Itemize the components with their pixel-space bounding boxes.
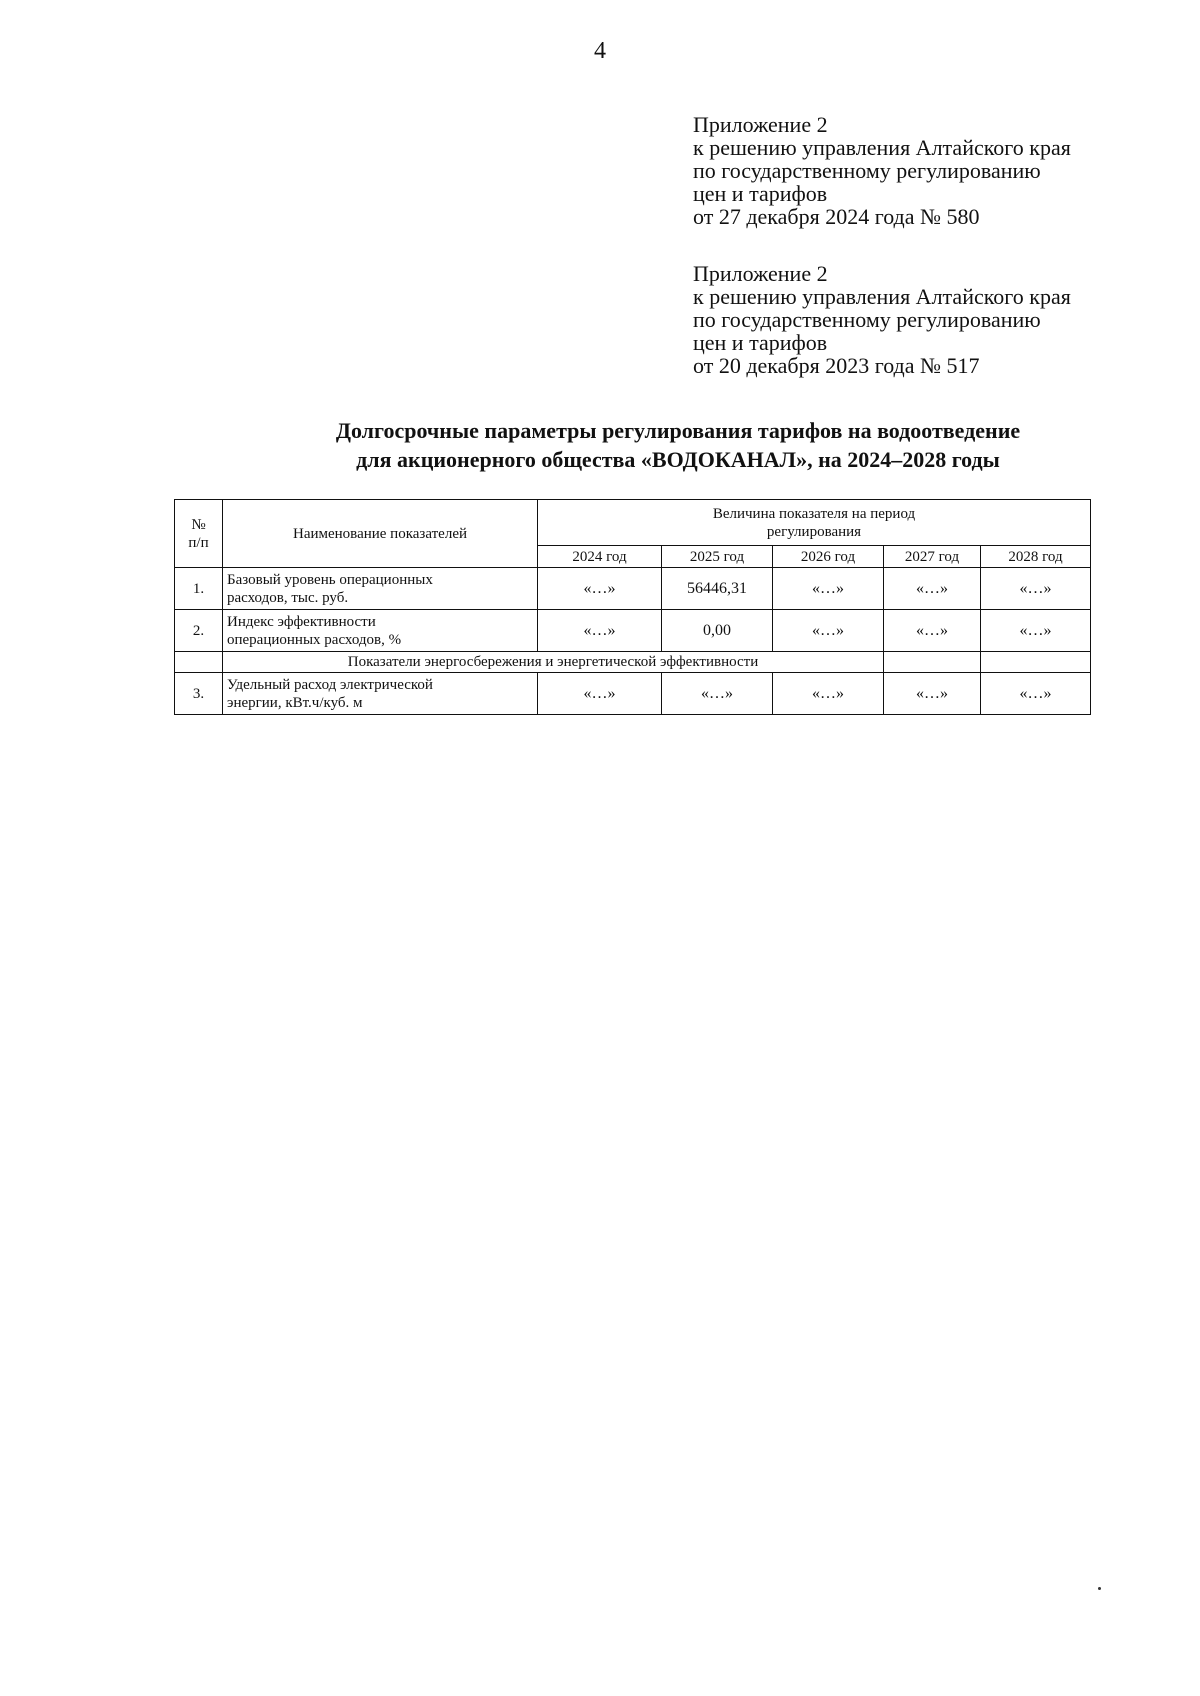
table-row — [175, 673, 1091, 715]
header-line: регулирования — [766, 523, 862, 540]
value-cell: «…» — [884, 673, 981, 715]
year-header: 2028 год — [981, 546, 1091, 568]
value-cell: «…» — [538, 568, 662, 610]
document-title-line: Долгосрочные параметры регулирования тарифов на водоотведение — [335, 418, 1021, 443]
appendix-line: цен и тарифов — [693, 181, 828, 206]
value-cell: «…» — [981, 673, 1091, 715]
row-number: 2. — [175, 610, 223, 652]
value-cell: 0,00 — [662, 610, 773, 652]
section-empty-cell — [175, 652, 223, 673]
appendix-line: по государственному регулированию — [693, 158, 1041, 183]
appendix-line: Приложение 2 — [693, 112, 828, 137]
scan-speck — [1098, 1587, 1101, 1590]
row-name-line: расходов, тыс. руб. — [227, 589, 349, 606]
year-header: 2026 год — [773, 546, 884, 568]
appendix-line: к решению управления Алтайского края — [693, 135, 1071, 160]
value-cell: «…» — [981, 568, 1091, 610]
appendix-line: цен и тарифов — [693, 330, 828, 355]
value-cell: «…» — [538, 673, 662, 715]
row-name — [223, 610, 538, 652]
section-header-row — [175, 652, 1091, 673]
table-row — [175, 568, 1091, 610]
year-header: 2027 год — [884, 546, 981, 568]
row-name — [223, 673, 538, 715]
col-header-name: Наименование показателей — [223, 500, 538, 568]
appendix-line: к решению управления Алтайского края — [693, 284, 1071, 309]
row-name-line: операционных расходов, % — [227, 631, 402, 648]
appendix-block-current — [693, 113, 1071, 228]
appendix-line: от 20 декабря 2023 года № 517 — [693, 353, 980, 378]
table-row — [175, 610, 1091, 652]
appendix-line: Приложение 2 — [693, 261, 828, 286]
value-cell: «…» — [773, 673, 884, 715]
document-title-line: для акционерного общества «ВОДОКАНАЛ», на 2024–2028 годы — [356, 447, 1000, 472]
document-title — [0, 416, 1200, 474]
row-name-line: Базовый уровень операционных — [227, 571, 433, 588]
value-cell: «…» — [773, 568, 884, 610]
header-line: № — [191, 516, 206, 533]
col-header-period — [538, 500, 1091, 546]
section-empty-cell — [981, 652, 1091, 673]
row-number: 3. — [175, 673, 223, 715]
appendix-line: от 27 декабря 2024 года № 580 — [693, 204, 980, 229]
year-header: 2025 год — [662, 546, 773, 568]
appendix-block-previous — [693, 262, 1071, 377]
row-name-line: Индекс эффективности — [227, 613, 376, 630]
value-cell: «…» — [981, 610, 1091, 652]
row-name-line: энергии, кВт.ч/куб. м — [227, 694, 363, 711]
col-header-number — [175, 500, 223, 568]
value-cell: «…» — [538, 610, 662, 652]
row-name — [223, 568, 538, 610]
value-cell: «…» — [884, 568, 981, 610]
year-header: 2024 год — [538, 546, 662, 568]
row-name-line: Удельный расход электрической — [227, 676, 433, 693]
appendix-line: по государственному регулированию — [693, 307, 1041, 332]
value-cell: «…» — [773, 610, 884, 652]
section-header: Показатели энергосбережения и энергетической эффективности — [223, 652, 884, 673]
table-header-row — [175, 500, 1091, 546]
header-line: Величина показателя на период — [712, 505, 916, 522]
page-number: 4 — [594, 38, 606, 64]
parameters-table — [174, 499, 1091, 715]
section-empty-cell — [884, 652, 981, 673]
value-cell: «…» — [884, 610, 981, 652]
header-line: п/п — [188, 534, 209, 551]
value-cell: «…» — [662, 673, 773, 715]
value-cell: 56446,31 — [662, 568, 773, 610]
row-number: 1. — [175, 568, 223, 610]
